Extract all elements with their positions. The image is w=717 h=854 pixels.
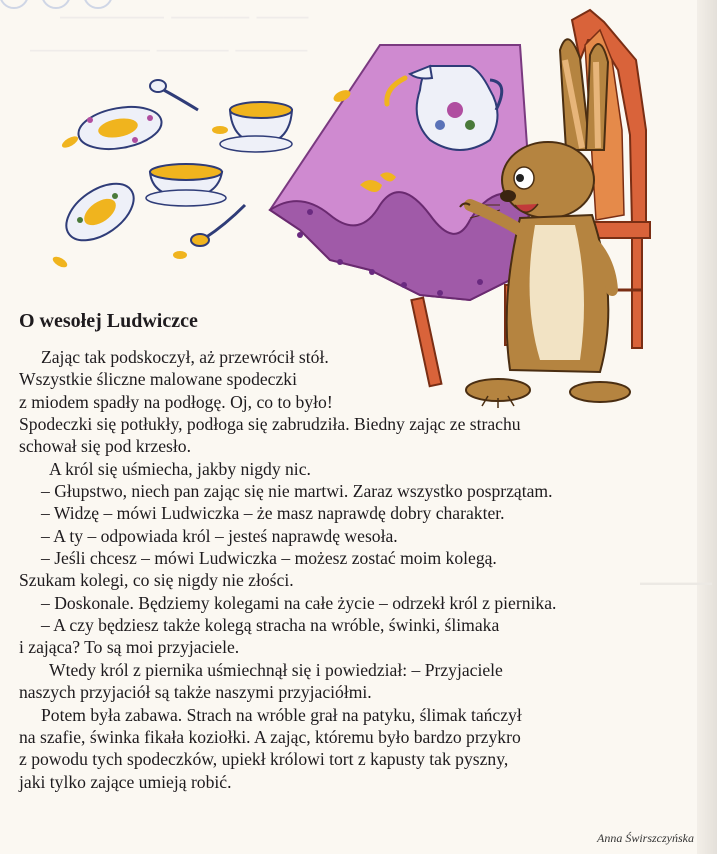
author-credit: Anna Świrszczyńska: [597, 831, 694, 845]
story-line: z miodem spadły na podłogę. Oj, co to było!: [19, 391, 333, 412]
story-line: – Głupstwo, niech pan zając się nie martwi. Zaraz wszystko posprzątam.: [41, 481, 553, 502]
story-text: [19, 346, 704, 793]
story-line: jaki tylko zające umieją robić.: [19, 771, 232, 792]
bleed-through-text: ————— ——— ———: [30, 36, 308, 63]
bleed-through-text: ——: [640, 560, 712, 601]
story-line: Zając tak podskoczył, aż przewrócił stół.: [41, 347, 329, 367]
story-line: Wtedy król z piernika uśmiechnął się i powiedział: – Przyjaciele: [49, 659, 503, 680]
story-line: – A ty – odpowiada król – jesteś naprawdę wesoła.: [41, 525, 398, 546]
story-line: – Jeśli chcesz – mówi Ludwiczka – możesz zostać moim kolegą.: [41, 548, 497, 569]
story-line: – Doskonale. Będziemy kolegami na całe życie – odrzekł król z piernika.: [41, 592, 557, 613]
story-title: O wesołej Ludwiczce: [19, 310, 198, 332]
story-line: z powodu tych spodeczków, upiekł królowi tort z kapusty tak pyszny,: [19, 749, 509, 770]
flying-dishes: [51, 80, 292, 269]
story-line: Potem była zabawa. Strach na wróble grał na patyku, ślimak tańczył: [41, 704, 522, 725]
story-line: – Widzę – mówi Ludwiczka – że masz naprawdę dobry charakter.: [41, 503, 505, 524]
story-line: – A czy będziesz także kolegą stracha na wróble, świnki, ślimaka: [41, 615, 500, 636]
story-line: schował się pod krzesło.: [19, 436, 191, 457]
story-line: Wszystkie śliczne malowane spodeczki: [19, 369, 297, 390]
story-line: i zająca? To są moi przyjaciele.: [19, 637, 240, 658]
bleed-through-text: ———— ——— ——: [60, 0, 309, 30]
story-line: Szukam kolegi, co się nigdy nie złości.: [19, 570, 294, 591]
story-line: Spodeczki się potłukły, podłoga się zabrudziła. Biedny zając ze strachu: [19, 414, 521, 435]
story-line: na szafie, świnka fikała koziołki. A zając, któremu było bardzo przykro: [19, 726, 521, 747]
story-line: naszych przyjaciół są także naszymi przyjaciółmi.: [19, 682, 372, 703]
story-line: A król się uśmiecha, jakby nigdy nic.: [49, 458, 311, 479]
